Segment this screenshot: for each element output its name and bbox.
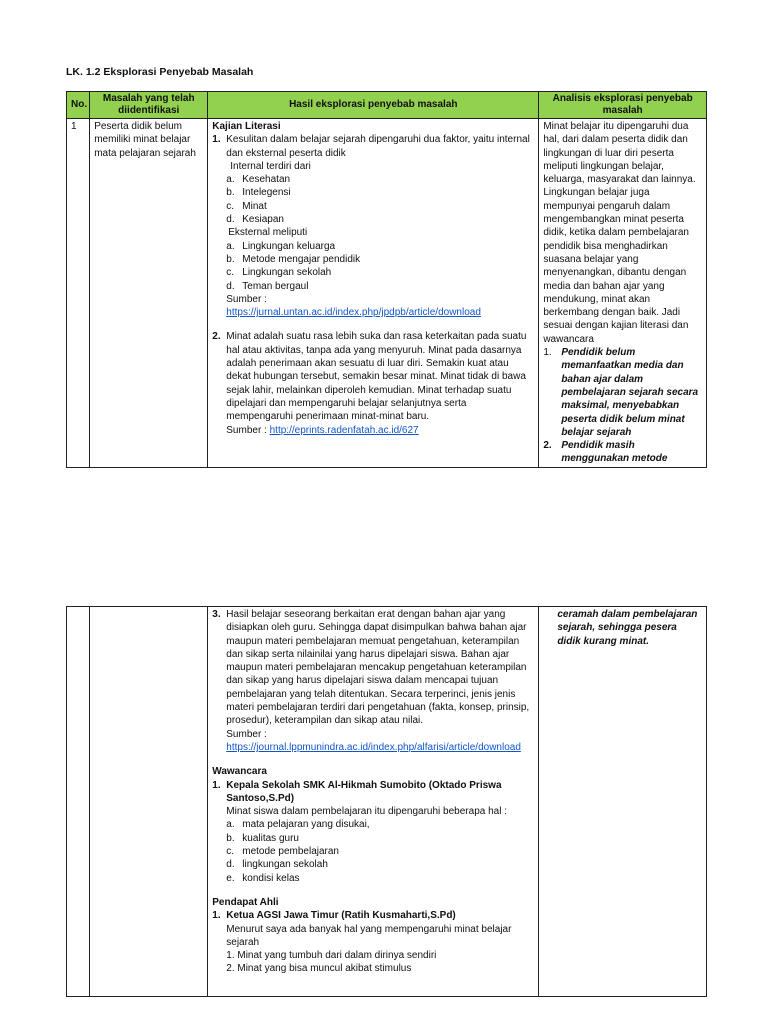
- sumber-link[interactable]: https://jurnal.untan.ac.id/index.php/jpdpb/article/download: [226, 307, 481, 319]
- list-item: a. Kesehatan: [226, 174, 291, 186]
- sumber-label: Sumber :: [226, 424, 267, 436]
- item-number: 1.: [212, 134, 221, 146]
- analisis-cell: [539, 119, 707, 468]
- list-item: c. metode pembelajaran: [226, 846, 339, 858]
- list-item: 1. Kepala Sekolah SMK Al-Hikmah Sumobito (Oktado Priswa Santoso,S.Pd): [212, 779, 534, 806]
- list-item: c. Minat: [226, 200, 267, 212]
- header-masalah: Masalah yang telah diidentifikasi: [90, 92, 208, 119]
- list-item: b. kualitas guru: [226, 832, 299, 844]
- hasil-cell: [208, 607, 539, 997]
- internal-heading: Internal terdiri dari: [230, 160, 311, 172]
- header-analisis: Analisis eksplorasi penyebab masalah: [539, 92, 707, 119]
- list-item: [212, 608, 534, 728]
- list-item: 1. Minat yang tumbuh dari dalam dirinya sendiri: [226, 950, 437, 962]
- exploration-table-page2: [66, 606, 707, 997]
- row-number: 1: [67, 119, 90, 468]
- list-item: d. lingkungan sekolah: [226, 859, 328, 871]
- list-item: 1. Ketua AGSI Jawa Timur (Ratih Kusmaharti,S.Pd): [212, 910, 456, 922]
- header-no: No.: [67, 92, 90, 119]
- exploration-table-page1: [66, 91, 707, 468]
- page-title: LK. 1.2 Eksplorasi Penyebab Masalah: [66, 66, 254, 78]
- header-hasil: Hasil eksplorasi penyebab masalah: [208, 92, 539, 119]
- list-item: c. Lingkungan sekolah: [226, 267, 332, 279]
- analisis-text: Minat belajar itu dipengaruhi dua hal, dari dalam peserta didik dan lingkungan di luar diri peserta meliputi lingkungan belajar, keluarga, masyarakat dan lainnya. Lingkungan belajar juga mempunyai pengaruh dalam mengembangkan minat peserta didik, ketika dalam pembelajaran pendidik bisa menghadirkan suasana belajar yang menyenangkan, dibantu dengan media dan bahan ajar yang mendukung, minat akan berkembang dengan baik. Jadi sesuai dengan kajian literasi dan wawancara: [543, 121, 696, 345]
- list-item: [212, 133, 534, 160]
- ahli-heading: Pendapat Ahli: [212, 896, 279, 908]
- eksternal-heading: Eksternal meliputi: [228, 227, 308, 239]
- sumber-label: Sumber :: [226, 728, 267, 740]
- kajian-heading: Kajian Literasi: [212, 121, 281, 132]
- list-item: d. Kesiapan: [226, 214, 284, 226]
- masalah-cell: Peserta didik belum memiliki minat belajar mata pelajaran sejarah: [90, 119, 208, 468]
- list-item: 1. Pendidik belum memanfaatkan media dan bahan ajar dalam pembelajaran sejarah secara maksimal, menyebabkan peserta didik belum minat belajar sejarah: [543, 347, 699, 438]
- sumber-label: Sumber :: [226, 293, 267, 305]
- item-text: Hasil belajar seseorang berkaitan erat dengan bahan ajar yang disiapkan oleh guru. Sehingga dapat disimpulkan bahwa bahan ajar maupun materi pembelajaran memuat pengetahuan, keterampilan dan sikap serta nilainilai yang harus dipelajari siswa. Bahan ajar maupun materi pembelajaran mencakup pengetahuan keterampilan dan sikap yang harus dipelajari siswa dalam mencapai tujuan pembelajaran yang telah ditentukan. Secara terperinci, jenis jenis materi pembelajaran terdiri dari pengetahuan (fakta, konsep, prinsip, prosedur), keterampilan dan sikap atau nilai.: [226, 609, 530, 727]
- list-item: b. Intelegensi: [226, 187, 291, 199]
- wawancara-heading: Wawancara: [212, 766, 267, 778]
- masalah-cell: [90, 607, 208, 997]
- interview-text: Minat siswa dalam pembelajaran itu dipengaruhi beberapa hal :: [226, 806, 507, 818]
- expert-name: Ketua AGSI Jawa Timur (Ratih Kusmaharti,S.Pd): [226, 910, 456, 922]
- analisis-cell: [539, 607, 707, 997]
- list-item: b. Metode mengajar pendidik: [226, 253, 361, 265]
- table-row: [67, 119, 707, 468]
- list-item: [212, 330, 534, 423]
- sumber-link[interactable]: http://eprints.radenfatah.ac.id/627: [269, 424, 419, 436]
- row-number: [67, 607, 90, 997]
- table-row: [67, 607, 707, 997]
- list-item: 2. Minat yang bisa muncul akibat stimulus: [226, 963, 412, 975]
- item-text: Minat adalah suatu rasa lebih suka dan rasa keterkaitan pada suatu hal atau aktivitas, tanpa ada yang menyuruh. Minat pada dasarnya adalah penerimaan akan sesuatu di luar diri. Semakin kuat atau dekat hubungan tersebut, semakin besar minat. Minat tidak di bawa sejak lahir, melainkan diperoleh kemudian. Minat terhadap suatu dipelajari dan mempengaruhi belajar selanjutnya serta mempengaruhi penerimaan minat-minat baru.: [226, 331, 527, 423]
- interviewee-name: Kepala Sekolah SMK Al-Hikmah Sumobito (Oktado Priswa Santoso,S.Pd): [226, 779, 502, 804]
- list-item: d. Teman bergaul: [226, 280, 309, 292]
- sumber-link[interactable]: https://journal.lppmunindra.ac.id/index.php/alfarisi/article/download: [226, 741, 521, 753]
- expert-text: Menurut saya ada banyak hal yang mempengaruhi minat belajar sejarah: [226, 923, 512, 948]
- list-item: 2. Pendidik masih menggunakan metode: [543, 440, 668, 465]
- list-item: a. mata pelajaran yang disukai,: [226, 819, 370, 831]
- item-text: Kesulitan dalam belajar sejarah dipengaruhi dua faktor, yaitu internal dan eksternal peserta didik: [226, 134, 530, 159]
- item-number: 2.: [212, 331, 221, 343]
- analisis-text: ceramah dalam pembelajaran sejarah, sehingga pesera didik kurang minat.: [557, 609, 698, 647]
- list-item: a. Lingkungan keluarga: [226, 240, 336, 252]
- item-number: 3.: [212, 609, 221, 620]
- hasil-cell: [208, 119, 539, 468]
- list-item: e. kondisi kelas: [226, 872, 300, 884]
